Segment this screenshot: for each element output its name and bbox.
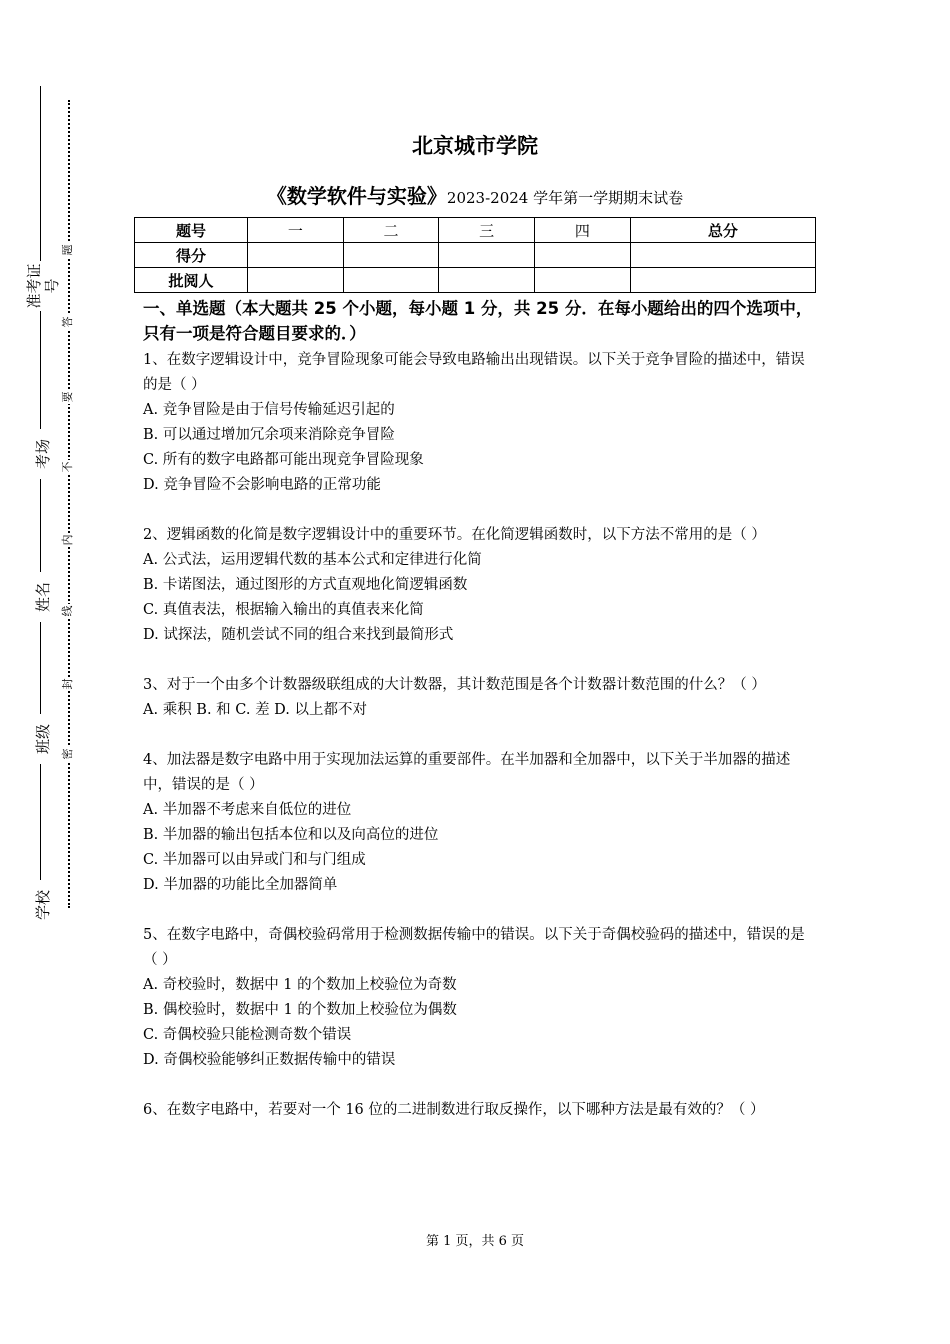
option-b: B. 偶校验时，数据中 1 的个数加上校验位为偶数 <box>143 1002 457 1018</box>
option-a: A. 公式法，运用逻辑代数的基本公式和定律进行化简 <box>143 552 482 568</box>
question-3 <box>143 673 819 723</box>
score-table-header-row <box>135 218 816 243</box>
option-b: B. 可以通过增加冗余项来消除竞争冒险 <box>143 427 395 443</box>
question-stem: 4、加法器是数字电路中用于实现加法运算的重要部件。在半加器和全加器中，以下关于半加器的描述中，错误的是（ ） <box>143 752 791 793</box>
score-table-grader-row <box>135 268 816 293</box>
seal-warning-char: 要 <box>61 391 74 403</box>
question-4 <box>143 748 819 898</box>
score-table-header-cell: 四 <box>535 218 631 243</box>
seal-warning-char: 线 <box>61 605 74 617</box>
option-c: C. 所有的数字电路都可能出现竞争冒险现象 <box>143 452 424 468</box>
score-table-score-row <box>135 243 816 268</box>
score-table-header-cell: 三 <box>439 218 535 243</box>
options-inline: A. 乘积 B. 和 C. 差 D. 以上都不对 <box>143 702 368 718</box>
seal-warning-char: 密 <box>61 748 74 760</box>
section-heading: 一、单选题（本大题共 25 个小题，每小题 1 分，共 25 分．在每小题给出的四个选项中，只有一项是符合题目要求的．） <box>143 299 813 343</box>
option-a: A. 半加器不考虑来自低位的进位 <box>143 802 352 818</box>
score-cell[interactable] <box>439 243 535 268</box>
page-footer: 第 1 页，共 6 页 <box>425 1234 525 1249</box>
option-a: A. 竞争冒险是由于信号传输延迟引起的 <box>143 402 395 418</box>
field-name: 姓名 <box>34 572 52 622</box>
option-b: B. 卡诺图法，通过图形的方式直观地化简逻辑函数 <box>143 577 468 593</box>
score-table <box>134 217 816 293</box>
score-table-header-cell: 总分 <box>630 218 815 243</box>
exam-term: 2023-2024 学年第一学期期末试卷 <box>446 189 684 207</box>
grader-cell[interactable] <box>248 268 344 293</box>
grader-cell[interactable] <box>439 268 535 293</box>
option-d: D. 半加器的功能比全加器简单 <box>143 877 338 893</box>
option-d: D. 试探法，随机尝试不同的组合来找到最简形式 <box>143 627 454 643</box>
grader-cell[interactable] <box>535 268 631 293</box>
option-c: C. 真值表法，根据输入输出的真值表来化简 <box>143 602 424 618</box>
question-5 <box>143 923 819 1073</box>
question-1 <box>143 348 819 498</box>
option-a: A. 奇校验时，数据中 1 的个数加上校验位为奇数 <box>143 977 457 993</box>
score-cell[interactable] <box>343 243 439 268</box>
score-cell[interactable] <box>535 243 631 268</box>
course-name: 《数学软件与实验》 <box>266 184 447 208</box>
score-table-header-cell: 二 <box>343 218 439 243</box>
option-d: D. 竞争冒险不会影响电路的正常功能 <box>143 477 381 493</box>
grader-row-label: 批阅人 <box>135 268 248 293</box>
grader-cell[interactable] <box>343 268 439 293</box>
grader-cell[interactable] <box>630 268 815 293</box>
question-stem: 1、在数字逻辑设计中，竞争冒险现象可能会导致电路输出出现错误。以下关于竞争冒险的描述中，错误的是（ ） <box>143 352 805 393</box>
score-table-header-cell: 题号 <box>135 218 248 243</box>
option-d: D. 奇偶校验能够纠正数据传输中的错误 <box>143 1052 396 1068</box>
seal-dotted-line <box>68 100 70 908</box>
question-stem: 5、在数字电路中，奇偶校验码常用于检测数据传输中的错误。以下关于奇偶校验码的描述中，错误的是（ ） <box>143 927 805 968</box>
option-c: C. 半加器可以由异或门和与门组成 <box>143 852 366 868</box>
seal-warning-char: 答 <box>61 316 74 328</box>
exam-subtitle <box>0 180 950 209</box>
question-2 <box>143 523 819 648</box>
seal-warning-char: 不 <box>61 461 74 473</box>
question-stem: 3、对于一个由多个计数器级联组成的大计数器，其计数范围是各个计数器计数范围的什么？（ ） <box>143 677 766 693</box>
option-b: B. 半加器的输出包括本位和以及向高位的进位 <box>143 827 439 843</box>
question-stem: 2、逻辑函数的化简是数字逻辑设计中的重要环节。在化简逻辑函数时，以下方法不常用的是（ ） <box>143 527 766 543</box>
seal-warning-char: 封 <box>61 678 74 690</box>
question-stem: 6、在数字电路中，若要对一个 16 位的二进制数进行取反操作，以下哪种方法是最有效的？（ ） <box>143 1102 765 1118</box>
question-6 <box>143 1098 819 1123</box>
score-cell[interactable] <box>630 243 815 268</box>
question-content <box>143 296 819 1148</box>
field-exam-room: 考场 <box>34 429 52 479</box>
score-cell[interactable] <box>248 243 344 268</box>
field-exam-number: 准考证号 <box>25 261 61 311</box>
seal-warning-char: 题 <box>61 244 74 256</box>
seal-warning-char: 内 <box>61 534 74 546</box>
field-school: 学校 <box>34 880 52 930</box>
score-row-label: 得分 <box>135 243 248 268</box>
binding-solid-line <box>40 86 41 916</box>
school-title: 北京城市学院 <box>412 134 538 158</box>
option-c: C. 奇偶校验只能检测奇数个错误 <box>143 1027 352 1043</box>
score-table-header-cell: 一 <box>248 218 344 243</box>
field-class: 班级 <box>34 714 52 764</box>
